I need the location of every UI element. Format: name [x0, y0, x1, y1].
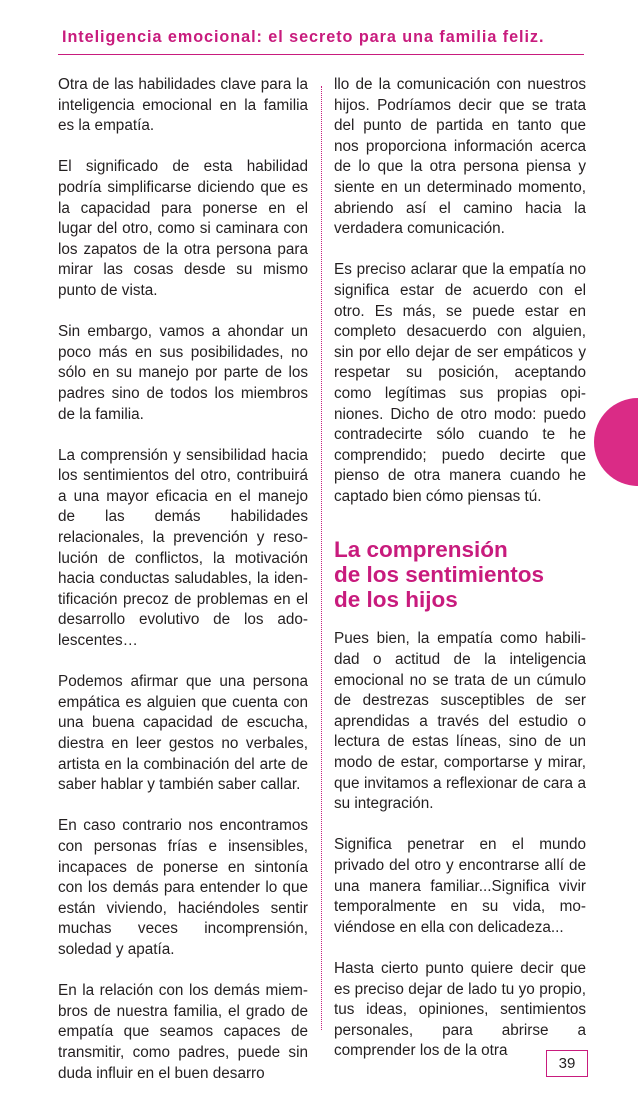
running-header-title: Inteligencia emocional: el secreto para una familia feliz. [62, 28, 545, 46]
paragraph: Pues bien, la empatía como habilidad o actitud de la inteligencia emocional no se trata de un cúmulo de destrezas susceptibles de ser aprendidas a través del estudio o lectura de estas líneas, sino de un modo de estar, comportarse y mirar, que invitamos a reflexionar de cara a su integración. [334, 630, 586, 813]
chapter-side-tab [594, 398, 638, 486]
paragraph: Otra de las habilidades clave para la inteligencia emocional en la familia es la empatía. [58, 76, 308, 135]
paragraph: El significado de esta habilidad podría simplificarse diciendo que es la capacidad para ponerse en el lugar del otro, como si caminara con los zapatos de la otra persona para mirar las cosas desde su mismo punto de vista. [58, 158, 308, 299]
right-column [334, 75, 586, 1062]
paragraph: Sin embargo, vamos a ahondar un poco más en sus posibilidades, no sólo en su manejo por parte de los padres sino de todos los miembros de la familia. [58, 323, 308, 423]
section-heading-line: La comprensión [334, 537, 508, 563]
column-divider [321, 86, 322, 1030]
paragraph: En la relación con los demás miembros de nuestra familia, el grado de empatía que seamos capaces de transmitir, como padres, puede sin duda influir en el buen desarro [58, 982, 308, 1082]
paragraph: llo de la comunicación con nuestros hijos. Podríamos decir que se trata del punto de partida en tanto que nos proporciona información acerca de lo que la otra persona piensa y siente en un determinado momento, abriendo así el camino hacia la verdadera comunicación. [334, 76, 586, 238]
left-column [58, 75, 308, 1084]
paragraph: Significa penetrar en el mundo privado del otro y encontrarse allí de una manera familiar...Significa vivir temporalmente en su vida, moviéndose en ella con delicadeza... [334, 836, 586, 936]
paragraph: Es preciso aclarar que la empatía no significa estar de acuerdo con el otro. Es más, se puede estar en completo desacuerdo con alguien, sin por ello dejar de ser empáticos y respetar su posición, aceptando como legítimas sus propias opiniones. Dicho de otro modo: puedo contradecirte sólo cuando te he comprendido; puedo decirte que pienso de otra manera cuando he captado bien cómo piensas tú. [334, 261, 586, 505]
page-number: 39 [546, 1050, 588, 1077]
section-heading-line: de los hijos [334, 587, 458, 613]
paragraph: La comprensión y sensibilidad hacia los sentimientos del otro, contribuirá a una mayor eficacia en el manejo de las demás habilidades relacionales, la prevención y resolución de conflictos, la motivación hacia conductas saludables, la identificación precoz de problemas en el desarrollo evolutivo de los adolescentes… [58, 446, 308, 650]
section-heading-line: de los sentimientos [334, 562, 545, 588]
header-rule [58, 54, 584, 55]
section-heading [334, 537, 586, 612]
paragraph: En caso contrario nos encontramos con personas frías e insensibles, incapaces de ponerse en sintonía con los demás para entender lo que están viviendo, haciéndoles sentir muchas veces incomprensión, soledad y apatía. [58, 817, 308, 958]
paragraph: Podemos afirmar que una persona empática es alguien que cuenta con una buena capacidad de escucha, diestra en leer gestos no verbales, artista en la combinación del arte de saber hablar y también saber callar. [58, 673, 308, 794]
paragraph: Hasta cierto punto quiere decir que es preciso dejar de lado tu yo propio, tus ideas, opiniones, sentimientos personales, para abrirse a comprender los de la otra [334, 959, 586, 1060]
